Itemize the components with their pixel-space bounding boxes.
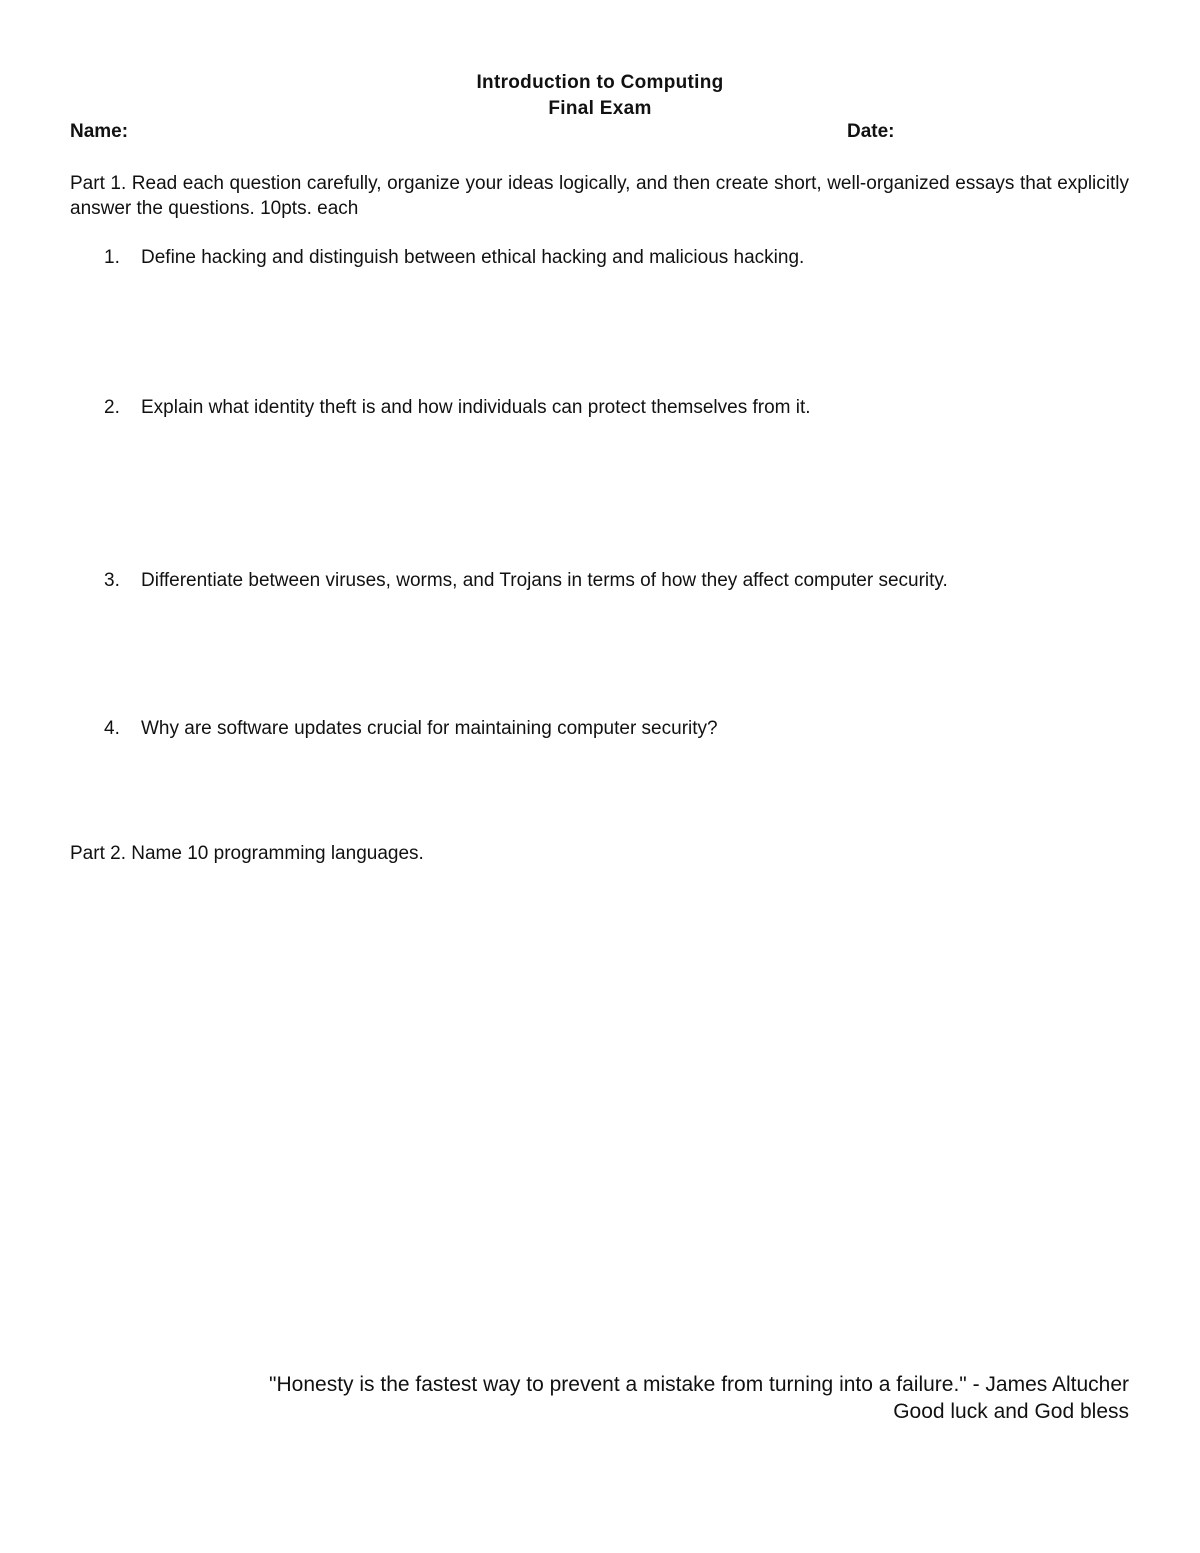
closing-message: Good luck and God bless [893, 1400, 1129, 1423]
course-title: Introduction to Computing [476, 72, 724, 93]
question-text: Explain what identity theft is and how individuals can protect themselves from it. [141, 397, 811, 418]
part2-instructions: Part 2. Name 10 programming languages. [70, 843, 424, 864]
question-number: 2. [104, 397, 120, 418]
part1-instructions: Part 1. Read each question carefully, organize your ideas logically, and then create short, well-organized essays that explicitly answer the questions. 10pts. each [70, 173, 1129, 219]
date-label: Date: [847, 121, 895, 142]
question-text: Define hacking and distinguish between ethical hacking and malicious hacking. [141, 247, 805, 268]
closing-quote: "Honesty is the fastest way to prevent a mistake from turning into a failure." - James Altucher [269, 1373, 1129, 1396]
question-text: Why are software updates crucial for maintaining computer security? [141, 718, 718, 739]
exam-title: Final Exam [548, 98, 652, 119]
question-number: 4. [104, 718, 120, 739]
question-number: 1. [104, 247, 120, 268]
question-text: Differentiate between viruses, worms, and Trojans in terms of how they affect computer security. [141, 570, 948, 591]
name-label: Name: [70, 121, 129, 142]
question-number: 3. [104, 570, 120, 591]
